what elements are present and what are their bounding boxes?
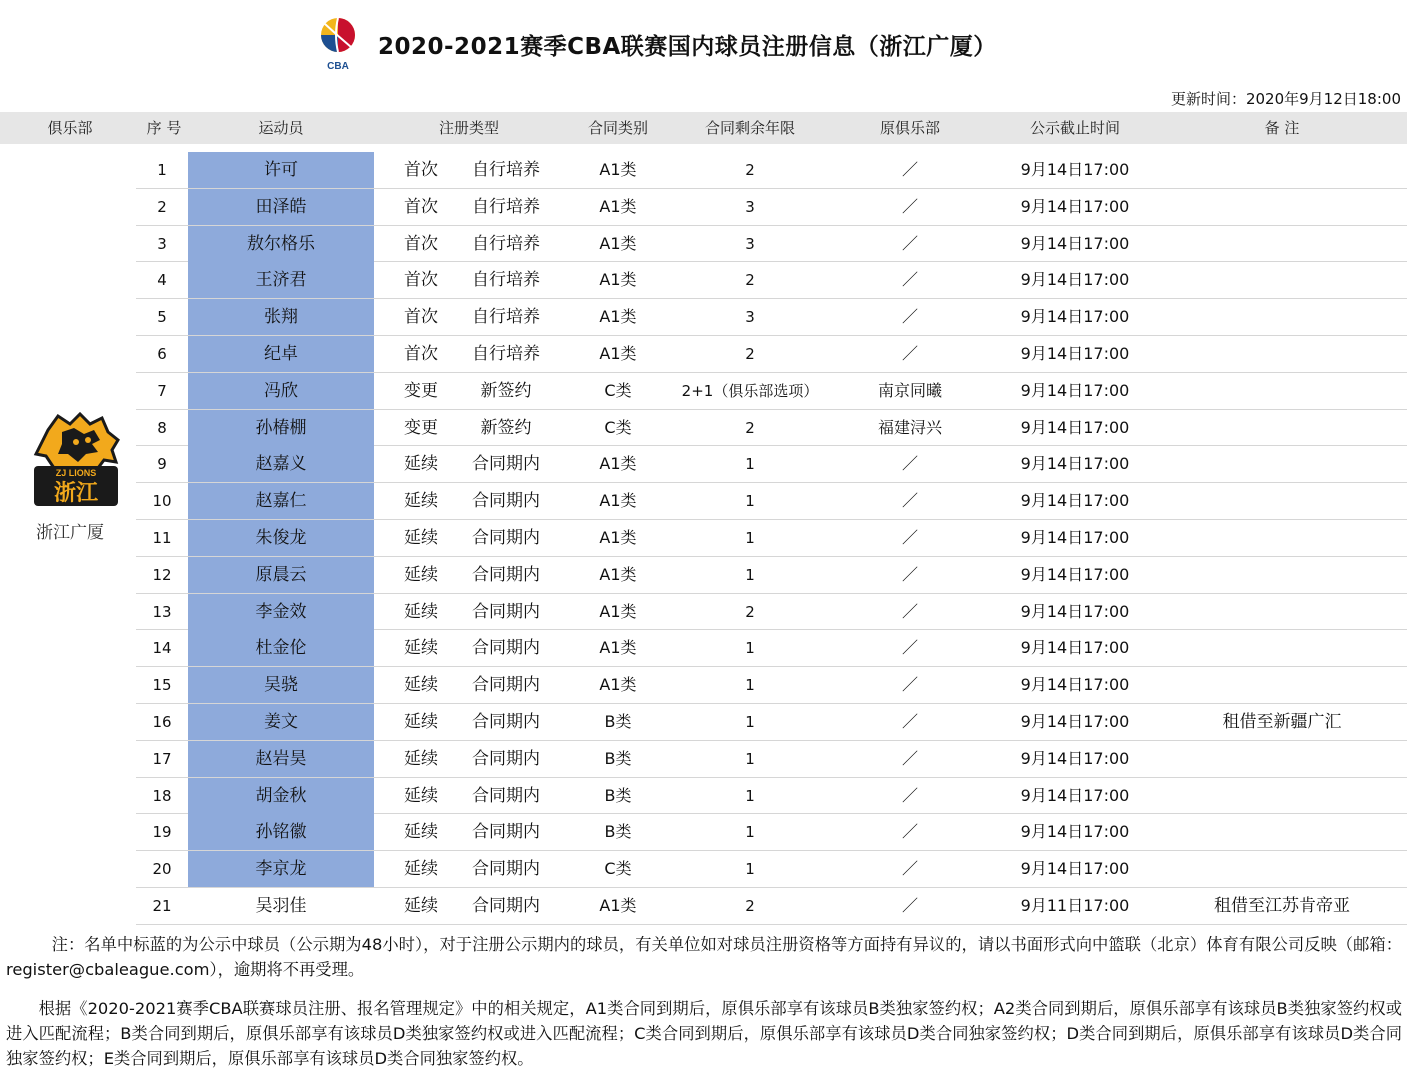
previous-club: ／ (901, 528, 918, 547)
registration-reason: 合同期内 (472, 712, 540, 732)
contract-type: A1类 (599, 270, 637, 290)
player-name: 原晨云 (188, 557, 374, 593)
table-row (136, 299, 1407, 336)
contract-years-left: 1 (745, 529, 755, 547)
registration-kind: 变更 (404, 380, 438, 401)
table-row (136, 336, 1407, 373)
table-row (136, 189, 1407, 226)
row-number: 19 (152, 823, 172, 842)
registration-reason: 新签约 (480, 417, 532, 438)
remark (1196, 336, 1368, 372)
club-name: 浙江广厦 (36, 523, 104, 543)
contract-years-left: 1 (745, 749, 755, 768)
registration-kind: 延续 (404, 638, 438, 659)
remark (1196, 851, 1368, 887)
remark (1196, 667, 1368, 703)
previous-club: ／ (901, 160, 918, 179)
registration-kind: 延续 (404, 454, 438, 475)
table-row (136, 594, 1407, 631)
registration-reason: 合同期内 (472, 454, 540, 475)
publicity-deadline: 9月14日17:00 (1020, 307, 1130, 327)
row-number: 10 (152, 492, 172, 511)
registration-kind: 首次 (404, 160, 438, 180)
contract-type: A1类 (599, 344, 637, 363)
svg-text:CBA: CBA (327, 61, 349, 72)
row-number: 20 (152, 860, 172, 879)
contract-years-left: 3 (745, 234, 755, 253)
registration-reason: 合同期内 (472, 785, 540, 806)
publicity-deadline: 9月14日17:00 (1020, 675, 1130, 695)
table-row (136, 851, 1407, 888)
table-row (136, 262, 1407, 299)
registration-reason: 合同期内 (472, 564, 540, 585)
contract-type: A1类 (599, 196, 637, 216)
contract-years-left: 2 (745, 602, 755, 621)
previous-club: ／ (901, 491, 918, 511)
player-name: 许可 (188, 152, 374, 188)
previous-club: ／ (901, 307, 918, 327)
registration-reason: 自行培养 (472, 307, 540, 328)
previous-club: 福建浔兴 (877, 417, 942, 437)
remark (1196, 226, 1368, 262)
contract-type: A1类 (599, 564, 637, 584)
registration-reason: 合同期内 (472, 528, 540, 548)
contract-type: B类 (604, 822, 632, 842)
player-name: 田泽皓 (188, 189, 374, 225)
publicity-deadline: 9月14日17:00 (1020, 160, 1130, 179)
publicity-deadline: 9月14日17:00 (1020, 785, 1130, 805)
previous-club: 南京同曦 (877, 380, 942, 400)
previous-club: ／ (901, 822, 918, 842)
remark (1196, 483, 1368, 519)
remark (1196, 189, 1368, 225)
publicity-deadline: 9月14日17:00 (1020, 344, 1130, 363)
row-number: 18 (152, 786, 172, 805)
contract-years-left: 3 (745, 197, 755, 216)
cba-logo-icon (316, 14, 360, 74)
player-name: 孙铭徽 (188, 814, 374, 850)
registration-reason: 合同期内 (472, 638, 540, 659)
previous-club: ／ (901, 344, 918, 363)
table-row (136, 888, 1407, 925)
table-header (0, 112, 1407, 144)
table-row (136, 373, 1407, 410)
club-cell (0, 150, 136, 926)
contract-type: C类 (604, 417, 632, 437)
publicity-deadline: 9月14日17:00 (1020, 270, 1130, 290)
publicity-deadline: 9月14日17:00 (1020, 638, 1130, 658)
previous-club: ／ (901, 233, 918, 253)
contract-type: A1类 (599, 528, 637, 547)
player-name: 李金效 (188, 594, 374, 630)
publicity-deadline: 9月11日17:00 (1020, 896, 1130, 915)
row-number: 11 (152, 529, 172, 547)
note-contract-rules: 根据《2020-2021赛季CBA联赛球员注册、报名管理规定》中的相关规定，A1类合同到期后，原俱乐部享有该球员B类独家签约权；A2类合同到期后，原俱乐部享有该球员B类独家签约权或进入匹配流程；B类合同到期后，原俱乐部享有该球员D类独家签约权或进入匹配流程；C类合同到期后，原俱乐部享有该球员D类合同独家签约权；D类合同到期后，原俱乐部享有该球员D类合同独家签约权；E类合同到期后，原俱乐部享有该球员D类合同独家签约权。 (6, 999, 1402, 1068)
row-number: 3 (157, 234, 167, 253)
remark (1196, 630, 1368, 666)
registration-kind: 延续 (404, 896, 438, 916)
player-name: 冯欣 (188, 373, 374, 409)
contract-years-left: 2 (745, 418, 755, 437)
previous-club: ／ (901, 196, 918, 216)
previous-club: ／ (901, 712, 918, 731)
update-time: 更新时间：2020年9月12日18:00 (1170, 90, 1401, 108)
player-name: 王济君 (188, 262, 374, 298)
registration-reason: 合同期内 (472, 491, 540, 512)
col-reg-type: 注册类型 (438, 119, 499, 137)
registration-kind: 延续 (404, 712, 438, 732)
remark (1196, 373, 1368, 409)
remark: 租借至新疆广汇 (1222, 712, 1342, 732)
footnotes (6, 932, 1402, 1085)
row-number: 15 (152, 676, 172, 695)
registration-kind: 延续 (404, 859, 438, 880)
player-name: 赵嘉义 (188, 446, 374, 482)
row-number: 4 (157, 271, 167, 290)
table-row (136, 152, 1407, 189)
contract-type: B类 (604, 785, 632, 805)
contract-type: B类 (604, 748, 632, 768)
contract-years-left: 1 (745, 639, 755, 658)
publicity-deadline: 9月14日17:00 (1020, 712, 1130, 731)
remark: 租借至江苏肯帝亚 (1214, 896, 1350, 916)
row-number: 1 (157, 161, 167, 179)
player-name: 吴羽佳 (255, 896, 307, 916)
previous-club: ／ (901, 675, 918, 695)
contract-years-left: 2 (745, 897, 755, 915)
publicity-deadline: 9月14日17:00 (1020, 564, 1130, 584)
previous-club: ／ (901, 785, 918, 805)
registration-reason: 合同期内 (472, 822, 540, 843)
contract-type: A1类 (599, 491, 637, 511)
previous-club: ／ (901, 638, 918, 658)
row-number: 13 (152, 602, 172, 621)
col-note: 备 注 (1264, 119, 1300, 137)
player-name: 吴骁 (188, 667, 374, 703)
remark (1196, 410, 1368, 446)
contract-years-left: 1 (745, 860, 755, 879)
publicity-deadline: 9月14日17:00 (1020, 822, 1130, 842)
remark (1196, 778, 1368, 814)
previous-club: ／ (901, 896, 918, 915)
table-row (136, 814, 1407, 851)
table-row (136, 630, 1407, 667)
contract-years-left: 2 (745, 271, 755, 290)
contract-years-left: 1 (745, 565, 755, 584)
player-name: 纪卓 (188, 336, 374, 372)
registration-kind: 首次 (404, 196, 438, 217)
registration-reason: 自行培养 (472, 233, 540, 254)
previous-club: ／ (901, 601, 918, 621)
registration-kind: 首次 (404, 233, 438, 254)
table-row (136, 557, 1407, 594)
row-number: 9 (157, 455, 167, 474)
row-number: 16 (152, 713, 172, 731)
table-row (136, 520, 1407, 557)
contract-years-left: 2 (745, 161, 755, 179)
row-number: 7 (157, 381, 167, 400)
registration-kind: 变更 (404, 417, 438, 438)
registration-kind: 延续 (404, 748, 438, 769)
svg-text:浙江: 浙江 (53, 481, 99, 506)
registration-reason: 自行培养 (472, 196, 540, 217)
row-number: 6 (157, 345, 167, 363)
player-name: 赵嘉仁 (188, 483, 374, 519)
contract-years-left: 1 (745, 786, 755, 805)
zhejiang-lions-logo-icon (28, 410, 124, 510)
player-name: 胡金秋 (188, 778, 374, 814)
previous-club: ／ (901, 748, 918, 768)
contract-type: A1类 (599, 454, 637, 474)
row-number: 14 (152, 639, 172, 658)
contract-years-left: 1 (745, 492, 755, 511)
registration-reason: 自行培养 (472, 270, 540, 291)
table-row (136, 778, 1407, 815)
row-number: 5 (157, 308, 167, 327)
remark (1196, 299, 1368, 335)
col-deadline: 公示截止时间 (1029, 119, 1120, 137)
registration-kind: 延续 (404, 491, 438, 512)
table-row (136, 226, 1407, 263)
publicity-deadline: 9月14日17:00 (1020, 601, 1130, 621)
registration-kind: 延续 (404, 601, 438, 622)
registration-kind: 首次 (404, 344, 438, 364)
contract-years-left: 2+1（俱乐部选项） (681, 381, 819, 400)
registration-kind: 延续 (404, 785, 438, 806)
row-number: 2 (157, 197, 167, 216)
registration-reason: 合同期内 (472, 859, 540, 880)
contract-years-left: 1 (745, 455, 755, 474)
publicity-deadline: 9月14日17:00 (1020, 859, 1130, 879)
table-row (136, 446, 1407, 483)
registration-kind: 延续 (404, 528, 438, 548)
contract-years-left: 1 (745, 676, 755, 695)
col-prev-club: 原俱乐部 (879, 119, 940, 137)
remark (1196, 557, 1368, 593)
contract-type: A1类 (599, 601, 637, 621)
previous-club: ／ (901, 564, 918, 584)
remark (1196, 594, 1368, 630)
registration-kind: 延续 (404, 675, 438, 696)
page-header (0, 0, 1407, 78)
publicity-deadline: 9月14日17:00 (1020, 748, 1130, 768)
contract-type: B类 (604, 712, 632, 731)
player-name: 朱俊龙 (188, 520, 374, 556)
table-row (136, 483, 1407, 520)
note-publicity: 注：名单中标蓝的为公示中球员（公示期为48小时），对于注册公示期内的球员，有关单位如对球员注册资格等方面持有异议的，请以书面形式向中篮联（北京）体育有限公司反映（邮箱：register@cbaleague.com），逾期将不再受理。 (6, 935, 1402, 979)
col-contract-type: 合同类别 (587, 119, 648, 137)
contract-years-left: 1 (745, 823, 755, 842)
registration-reason: 自行培养 (472, 344, 540, 364)
table-row (136, 741, 1407, 778)
player-name: 李京龙 (188, 851, 374, 887)
registration-reason: 合同期内 (472, 748, 540, 769)
contract-years-left: 3 (745, 308, 755, 327)
player-name: 张翔 (188, 299, 374, 335)
registration-kind: 延续 (404, 564, 438, 585)
remark (1196, 152, 1368, 188)
player-name: 赵岩昊 (188, 741, 374, 777)
contract-type: A1类 (599, 160, 637, 179)
contract-years-left: 1 (745, 713, 755, 731)
table-row (136, 410, 1407, 447)
previous-club: ／ (901, 454, 918, 474)
contract-type: A1类 (599, 307, 637, 327)
publicity-deadline: 9月14日17:00 (1020, 196, 1130, 216)
contract-type: A1类 (599, 233, 637, 253)
remark (1196, 262, 1368, 298)
registration-kind: 延续 (404, 822, 438, 843)
player-name: 孙椿棚 (188, 410, 374, 446)
contract-type: C类 (604, 380, 632, 400)
registration-reason: 自行培养 (472, 160, 540, 180)
registration-kind: 首次 (404, 307, 438, 328)
registration-kind: 首次 (404, 270, 438, 291)
registration-reason: 合同期内 (472, 601, 540, 622)
registration-reason: 合同期内 (472, 675, 540, 696)
remark (1196, 814, 1368, 850)
col-no: 序 号 (146, 119, 182, 137)
player-name: 姜文 (188, 704, 374, 740)
row-number: 12 (152, 565, 172, 584)
remark (1196, 520, 1368, 556)
contract-years-left: 2 (745, 345, 755, 363)
remark (1196, 741, 1368, 777)
row-number: 8 (157, 418, 167, 437)
publicity-deadline: 9月14日17:00 (1020, 417, 1130, 437)
player-name: 杜金伦 (188, 630, 374, 666)
contract-type: A1类 (599, 638, 637, 658)
publicity-deadline: 9月14日17:00 (1020, 454, 1130, 474)
publicity-deadline: 9月14日17:00 (1020, 528, 1130, 547)
table-row (136, 667, 1407, 704)
registration-reason: 合同期内 (472, 896, 540, 916)
table-row (136, 704, 1407, 741)
remark (1196, 446, 1368, 482)
publicity-deadline: 9月14日17:00 (1020, 491, 1130, 511)
col-years-left: 合同剩余年限 (704, 119, 795, 137)
publicity-deadline: 9月14日17:00 (1020, 233, 1130, 253)
row-number: 21 (152, 897, 172, 915)
previous-club: ／ (901, 270, 918, 290)
contract-type: A1类 (599, 675, 637, 695)
contract-type: C类 (604, 859, 632, 879)
col-player: 运动员 (258, 119, 304, 137)
contract-type: A1类 (599, 896, 637, 915)
col-club: 俱乐部 (47, 119, 93, 137)
player-name: 敖尔格乐 (188, 226, 374, 262)
page-title: 2020-2021赛季CBA联赛国内球员注册信息（浙江广厦） (378, 34, 997, 60)
row-number: 17 (152, 749, 172, 768)
svg-text:ZJ LIONS: ZJ LIONS (55, 468, 97, 478)
previous-club: ／ (901, 859, 918, 879)
registration-reason: 新签约 (480, 380, 532, 401)
publicity-deadline: 9月14日17:00 (1020, 380, 1130, 400)
